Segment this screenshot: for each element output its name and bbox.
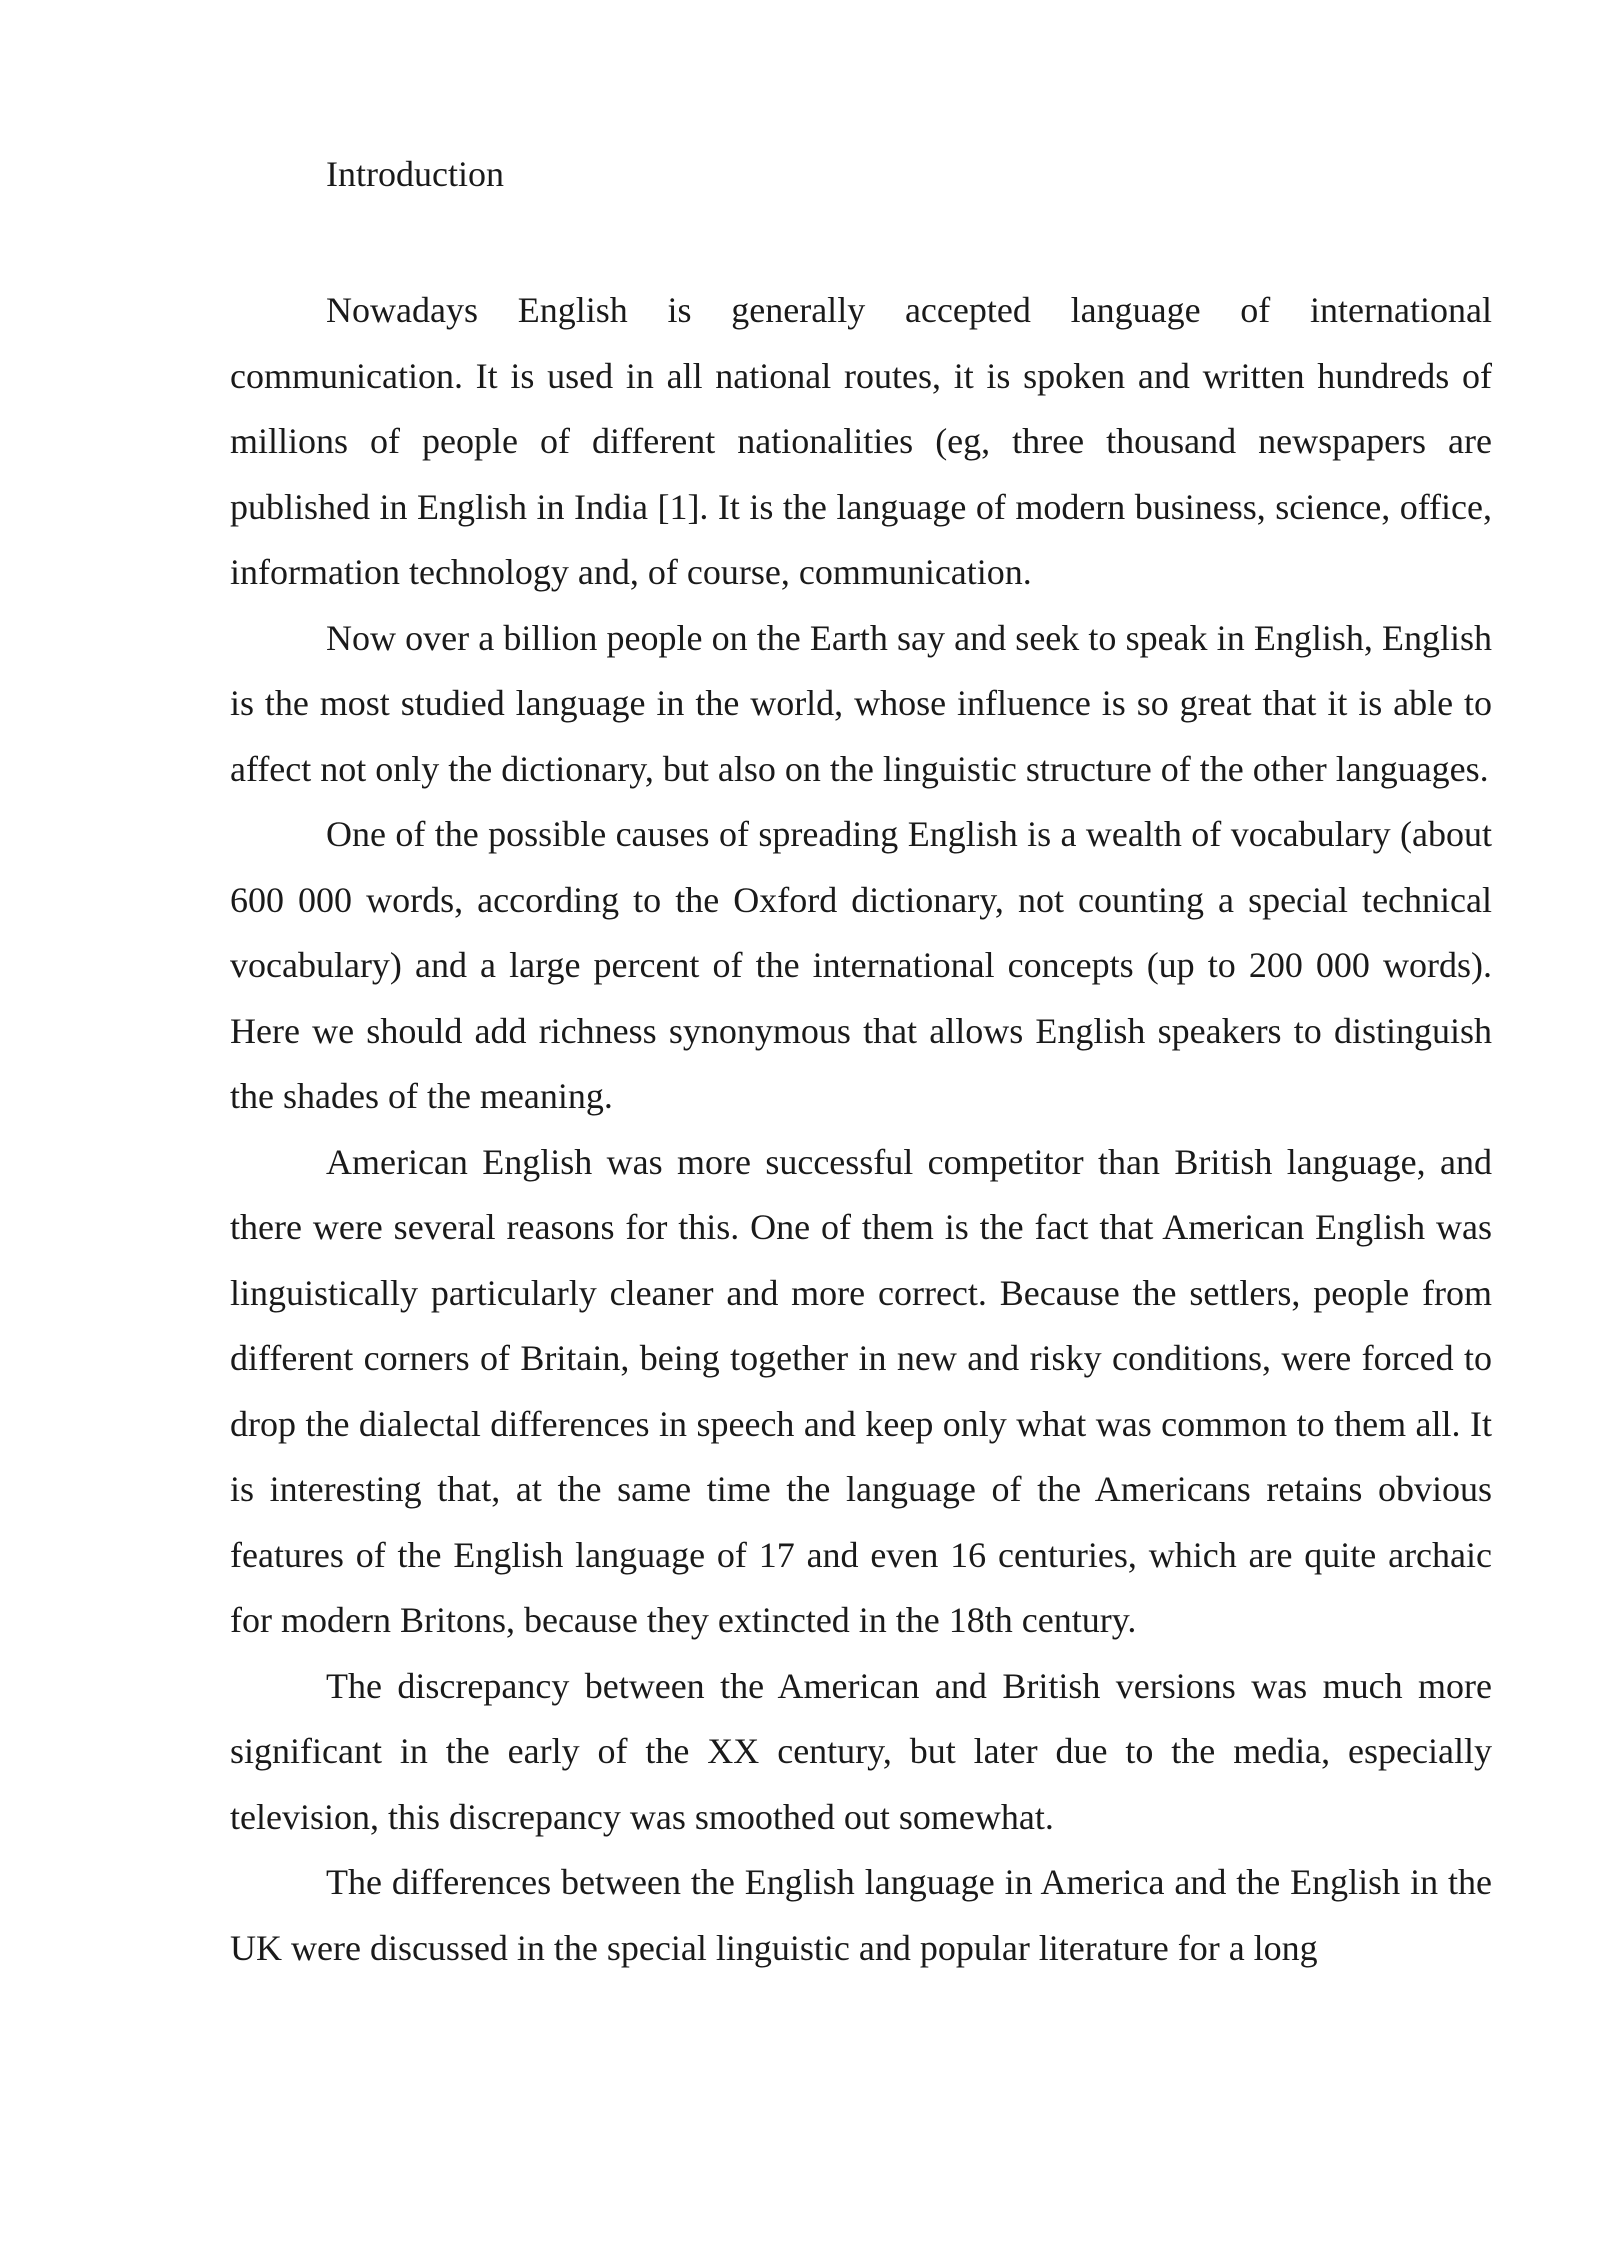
paragraph-3: One of the possible causes of spreading English is a wealth of vocabulary (about 600 000 words, according to the Oxford dictionary, not counting a special technical vocabulary) and a large percent of the international concepts (up to 200 000 words). Here we should add richness synonymous that allows English speakers to distinguish the shades of the meaning.	[230, 814, 1492, 1116]
document-body	[230, 148, 1492, 1981]
paragraph-2: Now over a billion people on the Earth say and seek to speak in English, English is the most studied language in the world, whose influence is so great that it is able to affect not only the dictionary, but also on the linguistic structure of the other languages.	[230, 617, 1492, 789]
paragraph-4: American English was more successful competitor than British language, and there were several reasons for this. One of them is the fact that American English was linguistically particularly cleaner and more correct. Because the settlers, people from different corners of Britain, being together in new and risky conditions, were forced to drop the dialectal differences in speech and keep only what was common to them all. It is interesting that, at the same time the language of the Americans retains obvious features of the English language of 17 and even 16 centuries, which are quite archaic for modern Britons, because they extincted in the 18th century.	[230, 1141, 1492, 1640]
section-heading: Introduction	[326, 154, 504, 194]
paragraph-5: The discrepancy between the American and British versions was much more significant in the early of the XX century, but later due to the media, especially television, this discrepancy was smoothed out somewhat.	[230, 1665, 1492, 1837]
heading-spacer	[230, 200, 1492, 278]
paragraph-6: The differences between the English language in America and the English in the UK were discussed in the special linguistic and popular literature for a long	[230, 1862, 1492, 1968]
paragraph-1: Nowadays English is generally accepted language of international communication. It is used in all national routes, it is spoken and written hundreds of millions of people of different nationalities (eg, three thousand newspapers are published in English in India [1]. It is the language of modern business, science, office, information technology and, of course, communication.	[230, 290, 1492, 592]
